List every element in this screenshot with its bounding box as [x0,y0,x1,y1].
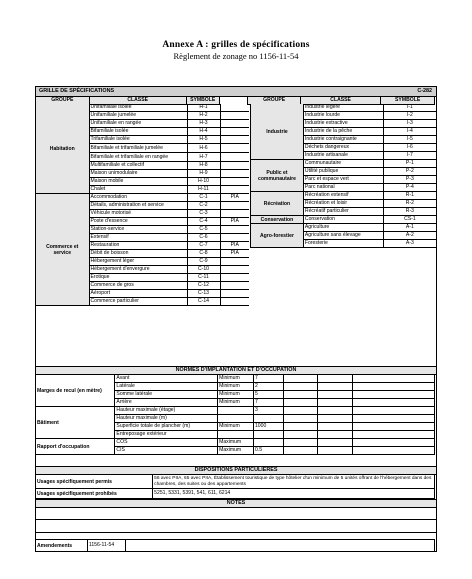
symbole-cell: H-3 [187,120,220,128]
norme-item: Avant [115,375,218,383]
norme-value: 0.5 [253,447,283,455]
symbole-cell: H-1 [187,104,220,112]
group-label: Public et communautaire [251,160,304,192]
classe-cell: Aéroport [89,290,187,298]
norme-value: 3 [253,407,283,415]
norm-cell: PIA [220,218,249,226]
norme-value: 2 [253,383,283,391]
norm-cell [220,202,249,210]
classe-cell: Véhicule motorisé [89,210,187,218]
symbole-cell: P-2 [383,168,436,176]
right-usage-table [250,104,436,248]
amendements-label: Amendements [36,540,88,552]
norm-cell [220,234,249,242]
classe-cell: Conservation [303,216,383,224]
symbole-cell: P-4 [383,184,436,192]
norm-cell [220,258,249,266]
classe-cell: Maison mobile [89,178,187,186]
symbole-cell: H-5 [187,136,220,144]
norme-type [218,415,254,423]
symbole-cell: I-6 [383,144,436,152]
page-title: Annexe A : grilles de spécifications [162,40,310,50]
permis-label: Usages spécifiquement permis [36,475,153,489]
classe-cell: Commerce de gros [89,282,187,290]
norm-cell [220,170,249,178]
classe-cell: Multifamiliale et collectif [89,162,187,170]
norme-group-label: Bâtiment [36,407,115,439]
norme-value: 7 [253,399,283,407]
norm-cell [220,112,249,120]
notes-line [36,532,436,533]
col-classe-right: CLASSE [300,97,380,105]
norme-value [253,415,283,423]
notes-line [36,519,436,520]
norme-type: Maximum [218,447,254,455]
symbole-cell: I-2 [383,112,436,120]
norme-type [218,407,254,415]
symbole-cell: C-2 [187,202,220,210]
norm-cell [220,210,249,218]
norm-cell [220,104,249,112]
classe-cell: Industrie contraignante [303,136,383,144]
symbole-cell: A-2 [383,232,436,240]
symbole-cell: C-3 [187,210,220,218]
dispositions-heading: DISPOSITIONS PARTICULIÈRES [36,466,436,475]
classe-cell: Poste d'essence [89,218,187,226]
group-label: Récréation [251,192,304,216]
table-row [251,104,437,112]
norme-item: Latérale [115,383,218,391]
symbole-cell: C-13 [187,290,220,298]
table-row [36,104,249,112]
norm-cell [220,298,249,306]
table-row [251,224,437,232]
classe-cell: Déchets dangereux [303,144,383,152]
classe-cell: Hébergement léger [89,258,187,266]
prohibes-label: Usages spécifiquement prohibés [36,489,153,499]
classe-cell: Industrie lourde [303,112,383,120]
norme-type [218,431,254,439]
norm-cell: PIA [220,242,249,250]
classe-cell: Débit de boisson [89,250,187,258]
classe-cell: Récréatif particulier [303,208,383,216]
norme-type: Minimum [218,375,254,383]
norm-cell [220,128,249,136]
classe-cell: Industrie de la pêche [303,128,383,136]
group-label: Conservation [251,216,304,224]
symbole-cell: I-1 [383,104,436,112]
norme-value: 7 [253,375,283,383]
norm-cell: PIA [220,194,249,202]
norme-value [253,439,283,447]
page-subtitle: Règlement de zonage no 1156-11-54 [173,51,299,61]
zone-code: C-282 [417,88,432,94]
symbole-cell: H-8 [187,162,220,170]
symbole-cell: C-11 [187,274,220,282]
symbole-cell: C-10 [187,266,220,274]
symbole-cell: I-3 [383,120,436,128]
col-classe-left: CLASSE [89,97,186,105]
norme-group-label: Rapport d'occupation [36,439,115,455]
norme-item: Entreposage extérieur [115,431,218,439]
symbole-cell: C-1 [187,194,220,202]
symbole-cell: R-2 [383,200,436,208]
classe-cell: Bifamiliale isolée [89,128,187,136]
normes-heading: NORMES D'IMPLANTATION ET D'OCCUPATION [36,366,436,375]
symbole-cell: C-14 [187,298,220,306]
norm-cell [220,136,249,144]
symbole-cell: H-2 [187,112,220,120]
norme-item: COS [115,439,218,447]
norm-cell [220,266,249,274]
table-row [251,216,437,224]
norme-type: Minimum [218,399,254,407]
classe-cell: Unifamiliale en rangée [89,120,187,128]
norme-item: CIS [115,447,218,455]
group-label: Agro-forestier [251,224,304,248]
symbole-cell: CS-1 [383,216,436,224]
notes-heading: NOTES [36,499,436,508]
classe-cell: Utilité publique [303,168,383,176]
classe-cell: Érotique [89,274,187,282]
classe-cell: Communautaire [303,160,383,168]
classe-cell: Hébergement d'envergure [89,266,187,274]
symbole-cell: A-3 [383,240,436,248]
norm-cell [220,226,249,234]
symbole-cell: H-10 [187,178,220,186]
amendements-value: 1156-11-54 [87,540,125,552]
group-label: Habitation [36,104,89,194]
symbole-cell: C-5 [187,226,220,234]
norme-type: Maximum [218,439,254,447]
classe-cell: Station-service [89,226,187,234]
group-label: Commerce et service [36,194,89,306]
norme-item: Hauteur maximale (étage) [115,407,218,415]
symbole-cell: H-6 [187,144,220,153]
classe-cell: Parc national [303,184,383,192]
symbole-cell: P-1 [383,160,436,168]
norme-item: Arrière [115,399,218,407]
symbole-cell: H-11 [187,186,220,194]
col-groupe-left: GROUPE [36,97,90,105]
normes-table [35,374,435,455]
classe-cell: Agriculture [303,224,383,232]
norm-cell [220,282,249,290]
classe-cell: Accommodation [89,194,187,202]
table-row [36,439,435,447]
norme-type: Minimum [218,383,254,391]
dispositions-table [35,474,435,499]
amendements-row [35,539,435,552]
symbole-cell: H-4 [187,128,220,136]
permis-value: 56 avec PIIA, 65 avec PIIA, Établissement touristique de type hôtelier d'un minimum de 5 unités offrant de l'hébergement dans des chambres, des suites ou des appartements [153,475,435,489]
classe-cell: Trifamiliale isolée [89,136,187,144]
classe-cell: Chalet [89,186,187,194]
norme-item: Superficie totale de plancher (m) [115,423,218,431]
norme-value: 1000 [253,423,283,431]
norme-type: Minimum [218,391,254,399]
classe-cell: Bifamiliale et trifamiliale jumelée [89,144,187,153]
classe-cell: Industrie artisanale [303,152,383,160]
classe-cell: Restauration [89,242,187,250]
classe-cell: Unifamiliale isolée [89,104,187,112]
symbole-cell: C-4 [187,218,220,226]
symbole-cell: I-5 [383,136,436,144]
norme-item: Somme latérale [115,391,218,399]
classe-cell: Commerce particulier [89,298,187,306]
classe-cell: Foresterie [303,240,383,248]
symbole-cell: C-9 [187,258,220,266]
table-row [36,375,435,383]
group-label: Industrie [251,104,304,160]
symbole-cell: C-8 [187,250,220,258]
col-symbole-right: SYMBOLE [381,97,435,105]
norm-cell [220,120,249,128]
norm-cell: PIA [220,250,249,258]
norme-item: Hauteur maximale (m) [115,415,218,423]
col-symbole-left: SYMBOLE [186,97,219,105]
norm-cell [220,186,249,194]
prohibes-value: 5251, 5331, 5391, 541, 611, 6214 [153,489,435,499]
norme-value [253,431,283,439]
norme-value: 5 [253,391,283,399]
classe-cell: Unifamiliale jumelée [89,112,187,120]
symbole-cell: C-12 [187,282,220,290]
norm-cell [220,153,249,162]
norm-cell [220,290,249,298]
grid-label: GRILLE DE SPÉCIFICATIONS [39,88,115,94]
left-usage-table [36,104,249,306]
classe-cell: Bifamiliale et trifamiliale en rangée [89,153,187,162]
symbole-cell: P-3 [383,176,436,184]
symbole-cell: A-1 [383,224,436,232]
classe-cell: Industrie extractive [303,120,383,128]
norm-cell [220,144,249,153]
classe-cell: Extensif [89,234,187,242]
symbole-cell: I-4 [383,128,436,136]
norme-group-label: Marges de recul (en mètre) [36,375,115,407]
specification-grid [35,86,437,552]
symbole-cell: C-7 [187,242,220,250]
symbole-cell: R-1 [383,192,436,200]
symbole-cell: H-9 [187,170,220,178]
table-row [36,407,435,415]
norme-type: Minimum [218,423,254,431]
classe-cell: Agriculture sans élevage [303,232,383,240]
classe-cell: Parc et espace vert [303,176,383,184]
symbole-cell: C-6 [187,234,220,242]
symbole-cell: I-7 [383,152,436,160]
symbole-cell: R-3 [383,208,436,216]
classe-cell: Maison unimodulaire [89,170,187,178]
classe-cell: Récréation et loisir [303,200,383,208]
norm-cell [220,274,249,282]
table-row [36,194,249,202]
norm-cell [220,178,249,186]
classe-cell: Détails, administration et service [89,202,187,210]
classe-cell: Récréation extensif [303,192,383,200]
table-row [251,192,437,200]
col-groupe-right: GROUPE [248,97,301,105]
table-row [251,160,437,168]
classe-cell: Industrie légère [303,104,383,112]
norm-cell [220,162,249,170]
symbole-cell: H-7 [187,153,220,162]
